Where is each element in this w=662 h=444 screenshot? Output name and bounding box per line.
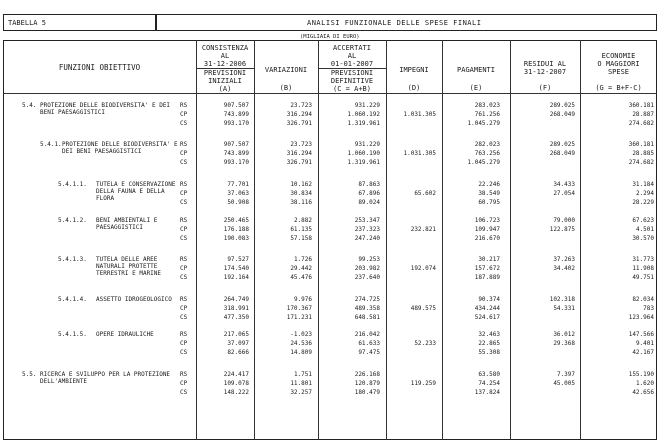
cell-g: 30.570 [632, 235, 654, 242]
cell-c: 1.060.190 [347, 150, 380, 157]
cell-a: 743.899 [223, 150, 249, 157]
row-type: RS [180, 181, 188, 188]
cell-b: 170.367 [286, 305, 312, 312]
group-description: PROTEZIONE DELLE BIODIVERSITA' E DEI [40, 102, 171, 109]
cell-a: 148.222 [223, 389, 249, 396]
cell-g: 4.501 [635, 226, 654, 233]
cell-a: 250.465 [223, 217, 249, 224]
cell-d: 52.233 [414, 340, 436, 347]
cell-b: 23.723 [290, 141, 312, 148]
cell-e: 1.045.279 [467, 159, 500, 166]
cell-g: 2.294 [635, 190, 654, 197]
cell-b: 326.791 [286, 159, 312, 166]
cell-f: 268.049 [549, 111, 575, 118]
col-d-line: (D) [407, 84, 421, 92]
cell-a: 907.507 [223, 141, 249, 148]
col-e-line: (E) [469, 84, 483, 92]
cell-g: 783 [643, 305, 654, 312]
row-type: CP [180, 190, 188, 197]
cell-a: 217.065 [223, 331, 249, 338]
row-type: CP [180, 340, 188, 347]
col-sep [580, 40, 581, 440]
row-type: CP [180, 111, 188, 118]
group-description: BENI PAESAGGISTICI [40, 109, 106, 116]
cell-b: 61.135 [290, 226, 312, 233]
col-header-funzioni [3, 64, 196, 72]
group-description: ASSETTO IDROGEOLOGICO [96, 296, 172, 303]
group-description: FLORA [96, 195, 115, 202]
cell-f: 34.402 [553, 265, 575, 272]
cell-c: 237.323 [354, 226, 380, 233]
cell-b: 1.726 [293, 256, 312, 263]
cell-f: 122.875 [549, 226, 575, 233]
cell-d: 1.031.305 [403, 111, 436, 118]
col-header-a [196, 44, 254, 93]
cell-a: 318.991 [223, 305, 249, 312]
group-description: NATURALI PROTETTE [96, 263, 158, 270]
cell-g: 49.751 [632, 274, 654, 281]
col-sep [254, 40, 255, 440]
cell-f: 54.331 [553, 305, 575, 312]
cell-f: 29.368 [553, 340, 575, 347]
cell-c: 489.358 [354, 305, 380, 312]
cell-d: 489.575 [410, 305, 436, 312]
cell-b: 45.476 [290, 274, 312, 281]
cell-b: 32.257 [290, 389, 312, 396]
group-description: BENI AMBIENTALI E [96, 217, 158, 224]
col-c-line: PREVISIONI [330, 69, 374, 77]
cell-f: 34.433 [553, 181, 575, 188]
title-box [156, 14, 657, 31]
cell-e: 187.889 [474, 274, 500, 281]
cell-e: 63.580 [478, 371, 500, 378]
cell-g: 1.620 [635, 380, 654, 387]
cell-e: 157.672 [474, 265, 500, 272]
cell-c: 67.896 [358, 190, 380, 197]
cell-f: 27.054 [553, 190, 575, 197]
cell-a: 264.749 [223, 296, 249, 303]
group-code: 5.4.1.4. [58, 296, 87, 303]
cell-e: 22.865 [478, 340, 500, 347]
cell-c: 931.229 [354, 102, 380, 109]
col-sep [196, 40, 197, 440]
col-header-e [442, 66, 510, 92]
col-e-line: PAGAMENTI [457, 66, 495, 74]
cell-g: 155.190 [628, 371, 654, 378]
cell-f: 289.025 [549, 141, 575, 148]
cell-c: 1.319.961 [347, 159, 380, 166]
cell-c: 180.479 [354, 389, 380, 396]
row-type: CP [180, 265, 188, 272]
group-description: DELLA FAUNA E DELLA [96, 188, 165, 195]
group-code: 5.4.1.1. [58, 181, 87, 188]
row-type: CS [180, 120, 188, 127]
row-type: RS [180, 102, 188, 109]
col-g-line: SPESE [607, 68, 630, 76]
cell-b: 9.976 [293, 296, 312, 303]
col-g-line: (G = B+F-C) [595, 84, 642, 92]
header-divider [3, 93, 657, 94]
cell-g: 31.773 [632, 256, 654, 263]
group-description: PAESAGGISTICI [96, 224, 143, 231]
cell-e: 90.374 [478, 296, 500, 303]
cell-c: 87.863 [358, 181, 380, 188]
cell-a: 907.507 [223, 102, 249, 109]
cell-c: 89.024 [358, 199, 380, 206]
cell-a: 97.527 [227, 256, 249, 263]
cell-d: 119.259 [410, 380, 436, 387]
col-sep [510, 40, 511, 440]
cell-b: 24.536 [290, 340, 312, 347]
cell-b: 171.231 [286, 314, 312, 321]
col-f-line: (F) [538, 84, 552, 92]
cell-g: 28.229 [632, 199, 654, 206]
row-type: CP [180, 150, 188, 157]
col-c-line: (C = A+B) [333, 85, 371, 93]
cell-b: 38.116 [290, 199, 312, 206]
cell-e: 60.795 [478, 199, 500, 206]
cell-g: 28.885 [632, 150, 654, 157]
col-c-line: 01-01-2007 [318, 60, 386, 69]
row-type: RS [180, 296, 188, 303]
col-f-line: RESIDUI AL [523, 60, 567, 68]
cell-f: 37.263 [553, 256, 575, 263]
cell-d: 65.602 [414, 190, 436, 197]
cell-e: 216.670 [474, 235, 500, 242]
col-header-c [318, 44, 386, 93]
cell-d: 1.031.305 [403, 150, 436, 157]
cell-e: 74.254 [478, 380, 500, 387]
cell-b: 316.294 [286, 150, 312, 157]
cell-f: 102.318 [549, 296, 575, 303]
cell-f: 36.012 [553, 331, 575, 338]
row-type: CP [180, 380, 188, 387]
cell-a: 50.908 [227, 199, 249, 206]
group-description: OPERE IDRAULICHE [96, 331, 154, 338]
group-description: TUTELA DELLE AREE [96, 256, 158, 263]
row-type: CS [180, 159, 188, 166]
row-type: RS [180, 217, 188, 224]
cell-a: 743.899 [223, 111, 249, 118]
cell-e: 22.246 [478, 181, 500, 188]
cell-a: 77.701 [227, 181, 249, 188]
col-b-line: (B) [279, 84, 293, 92]
cell-b: 10.162 [290, 181, 312, 188]
cell-c: 253.347 [354, 217, 380, 224]
col-g-line: O MAGGIORI [597, 60, 640, 68]
cell-d: 192.074 [410, 265, 436, 272]
cell-c: 99.253 [358, 256, 380, 263]
cell-f: 45.005 [553, 380, 575, 387]
cell-b: 11.801 [290, 380, 312, 387]
group-description: DEI BENI PAESAGGISTICI [62, 148, 142, 155]
cell-b: 14.809 [290, 349, 312, 356]
row-type: CP [180, 305, 188, 312]
col-c-line: DEFINITIVE [330, 77, 374, 85]
row-type: RS [180, 256, 188, 263]
cell-e: 106.723 [474, 217, 500, 224]
row-type: CS [180, 389, 188, 396]
row-type: CS [180, 314, 188, 321]
cell-c: 247.240 [354, 235, 380, 242]
cell-c: 61.633 [358, 340, 380, 347]
col-c-line: AL [347, 52, 357, 60]
cell-a: 190.083 [223, 235, 249, 242]
cell-c: 237.640 [354, 274, 380, 281]
group-description: TERRESTRI E MARINE [96, 270, 162, 277]
group-description: PROTEZIONE DELLE BIODIVERSITA' E [62, 141, 178, 148]
cell-e: 38.549 [478, 190, 500, 197]
cell-a: 174.540 [223, 265, 249, 272]
col-a-line: INIZIALI [208, 77, 242, 85]
cell-b: 30.834 [290, 190, 312, 197]
cell-c: 203.982 [354, 265, 380, 272]
cell-d: 232.821 [410, 226, 436, 233]
row-type: CS [180, 199, 188, 206]
cell-b: 23.723 [290, 102, 312, 109]
cell-f: 7.397 [556, 371, 575, 378]
cell-c: 1.060.192 [347, 111, 380, 118]
cell-g: 9.401 [635, 340, 654, 347]
cell-b: 2.882 [293, 217, 312, 224]
col-sep [318, 40, 319, 440]
cell-g: 82.034 [632, 296, 654, 303]
cell-c: 274.725 [354, 296, 380, 303]
cell-e: 137.824 [474, 389, 500, 396]
cell-b: 316.294 [286, 111, 312, 118]
row-type: CS [180, 349, 188, 356]
cell-e: 761.256 [474, 111, 500, 118]
cell-f: 79.000 [553, 217, 575, 224]
col-f-line: 31-12-2007 [523, 68, 567, 76]
cell-g: 42.656 [632, 389, 654, 396]
cell-g: 360.181 [628, 141, 654, 148]
col-header-d [386, 66, 442, 92]
col-a-line: PREVISIONI [203, 69, 247, 77]
cell-e: 55.308 [478, 349, 500, 356]
cell-e: 524.617 [474, 314, 500, 321]
col-d-line: IMPEGNI [399, 66, 429, 74]
cell-g: 274.682 [628, 120, 654, 127]
cell-a: 993.170 [223, 120, 249, 127]
col-a-line: CONSISTENZA [201, 44, 249, 52]
cell-c: 120.879 [354, 380, 380, 387]
col-header-g [580, 52, 657, 92]
cell-a: 993.170 [223, 159, 249, 166]
cell-a: 224.417 [223, 371, 249, 378]
cell-g: 67.623 [632, 217, 654, 224]
cell-e: 434.244 [474, 305, 500, 312]
cell-a: 37.097 [227, 340, 249, 347]
cell-a: 82.666 [227, 349, 249, 356]
cell-e: 763.256 [474, 150, 500, 157]
cell-f: 268.049 [549, 150, 575, 157]
table-label-box [3, 14, 156, 31]
cell-g: 11.908 [632, 265, 654, 272]
cell-a: 176.188 [223, 226, 249, 233]
group-code: 5.4.1.2. [58, 217, 87, 224]
cell-g: 123.964 [628, 314, 654, 321]
group-code: 5.4. [22, 102, 37, 109]
group-code: 5.4.1.5. [58, 331, 87, 338]
col-header-funzioni-label: FUNZIONI OBIETTIVO [58, 63, 141, 72]
group-code: 5.4.1. [40, 141, 62, 148]
row-type: RS [180, 371, 188, 378]
col-sep [442, 40, 443, 440]
cell-c: 931.229 [354, 141, 380, 148]
row-type: CS [180, 235, 188, 242]
cell-a: 477.350 [223, 314, 249, 321]
row-type: CS [180, 274, 188, 281]
cell-b: 29.442 [290, 265, 312, 272]
cell-e: 32.463 [478, 331, 500, 338]
col-c-line: ACCERTATI [333, 44, 371, 52]
cell-e: 109.947 [474, 226, 500, 233]
group-code: 5.4.1.3. [58, 256, 87, 263]
col-a-line: 31-12-2006 [196, 60, 254, 69]
col-header-b [254, 66, 318, 92]
cell-g: 360.181 [628, 102, 654, 109]
cell-g: 147.566 [628, 331, 654, 338]
table-title: ANALISI FUNZIONALE DELLE SPESE FINALI [307, 19, 482, 27]
cell-g: 28.887 [632, 111, 654, 118]
unit-label: (MIGLIAIA DI EURO) [300, 34, 360, 40]
cell-g: 31.184 [632, 181, 654, 188]
row-type: CP [180, 226, 188, 233]
col-a-line: AL [220, 52, 230, 60]
cell-g: 274.682 [628, 159, 654, 166]
cell-c: 97.475 [358, 349, 380, 356]
cell-e: 283.023 [474, 102, 500, 109]
cell-e: 1.045.279 [467, 120, 500, 127]
group-description: DELL'AMBIENTE [40, 378, 87, 385]
col-g-line: ECONOMIE [601, 52, 636, 60]
group-description: RICERCA E SVILUPPO PER LA PROTEZIONE [40, 371, 171, 378]
row-type: RS [180, 331, 188, 338]
row-type: RS [180, 141, 188, 148]
cell-a: 192.164 [223, 274, 249, 281]
cell-b: 326.791 [286, 120, 312, 127]
cell-e: 30.217 [478, 256, 500, 263]
table-label: TABELLA 5 [8, 19, 46, 27]
cell-b: 57.158 [290, 235, 312, 242]
cell-c: 226.168 [354, 371, 380, 378]
group-code: 5.5. [22, 371, 37, 378]
col-b-line: VARIAZIONI [264, 66, 308, 74]
cell-g: 42.167 [632, 349, 654, 356]
group-description: TUTELA E CONSERVAZIONE [96, 181, 176, 188]
cell-b: -1.023 [290, 331, 312, 338]
col-a-line: (A) [218, 85, 232, 93]
cell-e: 282.023 [474, 141, 500, 148]
cell-c: 216.042 [354, 331, 380, 338]
col-header-f [510, 60, 580, 92]
cell-c: 648.581 [354, 314, 380, 321]
cell-c: 1.319.961 [347, 120, 380, 127]
cell-a: 109.078 [223, 380, 249, 387]
cell-a: 37.063 [227, 190, 249, 197]
cell-b: 1.751 [293, 371, 312, 378]
cell-f: 289.025 [549, 102, 575, 109]
